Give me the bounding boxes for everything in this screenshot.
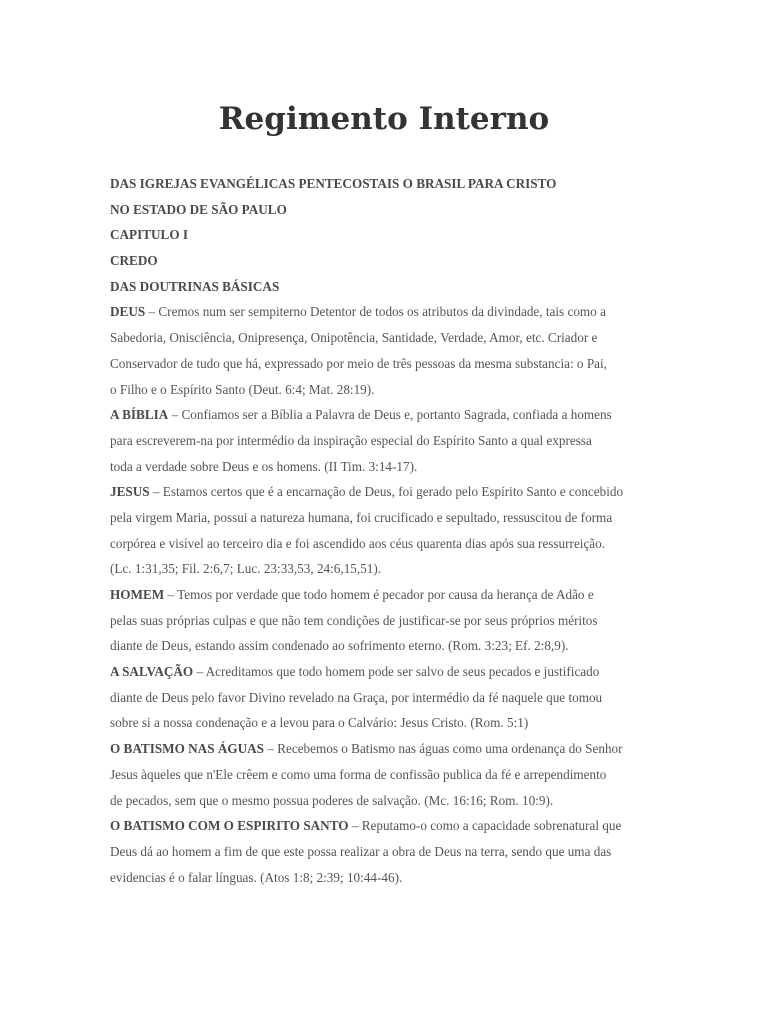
text-line: o Filho e o Espírito Santo (Deut. 6:4; Mat. 28:19). [110,381,375,397]
text-line: pela virgem Maria, possui a natureza humana, foi crucificado e sepultado, ressuscitou de forma [110,509,613,525]
heading-line: NO ESTADO DE SÃO PAULO [110,201,287,217]
section-text: – Acreditamos que todo homem pode ser salvo de seus pecados e justificado [193,664,600,680]
section-batismo-aguas [110,736,670,762]
text-line: Deus dá ao homem a fim de que este possa realizar a obra de Deus na terra, sendo que uma das [110,843,612,859]
section-term: HOMEM [110,587,165,602]
section-jesus [110,479,670,505]
text-line: Sabedoria, Onisciência, Onipresença, Onipotência, Santidade, Verdade, Amor, etc. Criador e [110,330,598,346]
text-line: (Lc. 1:31,35; Fil. 2:6,7; Luc. 23:33,53, 24:6,15,51). [110,561,382,577]
section-term: O BATISMO NAS ÁGUAS [110,741,264,757]
heading-line: CAPITULO I [110,227,189,243]
section-text: – Estamos certos que é a encarnação de Deus, foi gerado pelo Espírito Santo e concebido [149,484,624,500]
section-biblia [110,402,670,428]
section-homem [110,582,670,608]
heading-line: DAS DOUTRINAS BÁSICAS [110,278,280,294]
text-line: pelas suas próprias culpas e que não tem condições de justificar-se por seus próprios méritos [110,612,598,628]
section-term: O BATISMO COM O ESPIRITO SANTO [110,818,349,834]
page-title: Regimento Interno [218,101,550,137]
text-line: diante de Deus, estando assim condenado ao sofrimento eterno. (Rom. 3:23; Ef. 2:8,9). [110,638,569,654]
section-term: A BÍBLIA [110,407,169,423]
heading-line: DAS IGREJAS EVANGÉLICAS PENTECOSTAIS O BRASIL PARA CRISTO [110,176,557,191]
heading-line: CREDO [110,253,158,269]
section-term: DEUS [110,304,146,320]
text-line: Conservador de tudo que há, expressado por meio de três pessoas da mesma substancia: o Pai, [110,355,607,371]
section-text: – Confiamos ser a Bíblia a Palavra de Deus e, portanto Sagrada, confiada a homens [168,407,612,423]
text-line: sobre si a nossa condenação e a levou para o Calvário: Jesus Cristo. (Rom. 5:1) [110,715,529,731]
text-line: de pecados, sem que o mesmo possua poderes de salvação. (Mc. 16:16; Rom. 10:9). [110,792,554,808]
section-term: JESUS [110,484,150,500]
text-line: para escreverem-na por intermédio da inspiração especial do Espírito Santo a qual expressa [110,432,592,448]
section-text: – Reputamo-o como a capacidade sobrenatural que [348,818,622,834]
section-text: – Temos por verdade que todo homem é pecador por causa da herança de Adão e [164,587,594,602]
section-batismo-espirito [110,813,670,839]
text-line: evidencias é o falar línguas. (Atos 1:8; 2:39; 10:44-46). [110,869,403,885]
text-line: diante de Deus pelo favor Divino revelado na Graça, por intermédio da fé naquele que tomou [110,689,603,705]
document-body [110,171,670,890]
text-line: Jesus àqueles que n'Ele crêem e como uma forma de confissão publica da fé e arrependimento [110,766,607,782]
section-term: A SALVAÇÃO [110,664,194,680]
section-salvacao [110,659,670,685]
section-text: – Recebemos o Batismo nas águas como uma ordenança do Senhor [264,741,623,757]
section-deus [110,299,670,325]
text-line: toda a verdade sobre Deus e os homens. (II Tim. 3:14-17). [110,458,418,474]
text-line: corpórea e visível ao terceiro dia e foi ascendido aos céus quarenta dias após sua ressurreição. [110,535,606,551]
section-text: – Cremos num ser sempiterno Detentor de todos os atributos da divindade, tais como a [145,304,606,320]
